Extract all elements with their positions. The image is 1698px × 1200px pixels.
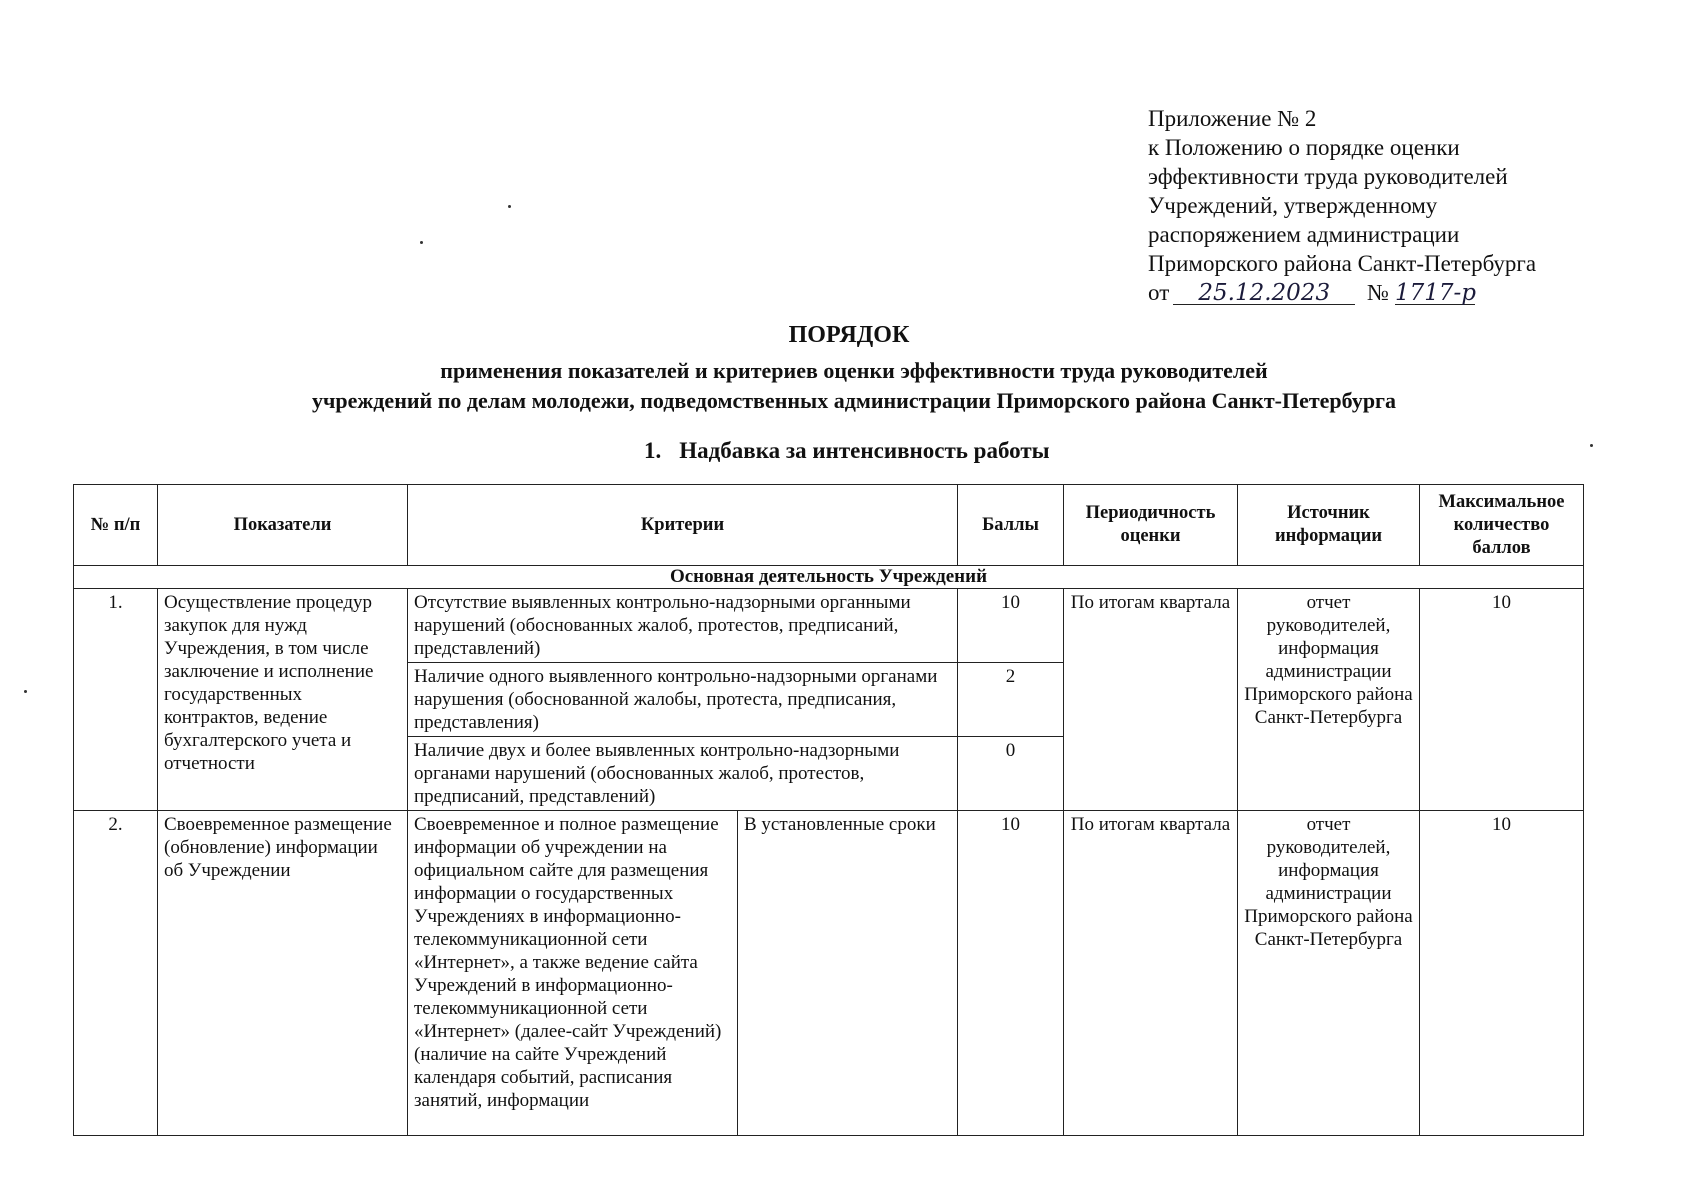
scan-speck <box>420 241 423 244</box>
appendix-line: эффективности труда руководителей <box>1148 164 1508 189</box>
appendix-block <box>1148 104 1588 307</box>
table-header-row <box>74 485 1584 566</box>
appendix-line: Учреждений, утвержденному <box>1148 193 1438 218</box>
date-prefix: от <box>1148 280 1170 305</box>
criteria-table <box>73 484 1584 1136</box>
document-title: ПОРЯДОК <box>788 322 910 348</box>
scan-speck <box>508 205 511 208</box>
periodicity-cell: По итогам квартала <box>1064 811 1238 1136</box>
points-cell: 10 <box>958 589 1064 663</box>
scan-speck <box>1590 444 1593 447</box>
appendix-line: Приложение № 2 <box>1148 106 1317 131</box>
header-points: Баллы <box>958 485 1064 566</box>
row-number: 1. <box>74 589 158 811</box>
handwritten-number: 1717-р <box>1394 280 1476 306</box>
periodicity-cell: По итогам квартала <box>1064 589 1238 811</box>
header-num: № п/п <box>74 485 158 566</box>
appendix-line: Приморского района Санкт-Петербурга <box>1148 251 1537 276</box>
points-cell: 0 <box>958 737 1064 811</box>
header-indicators: Показатели <box>158 485 408 566</box>
max-points-cell: 10 <box>1420 811 1584 1136</box>
document-subtitle: применения показателей и критериев оценки эффективности труда руководителей <box>440 358 1268 383</box>
scan-speck <box>24 690 27 693</box>
criterion-cell: Отсутствие выявленных контрольно-надзорными органными нарушений (обоснованных жалоб, протестов, предписаний, представлений) <box>408 589 958 663</box>
header-periodicity: Периодичность оценки <box>1064 485 1238 566</box>
number-prefix: № <box>1367 280 1389 305</box>
indicator-cell: Осуществление процедур закупок для нужд Учреждения, в том числе заключение и исполнение государственных контрактов, ведение бухгалтерского учета и отчетности <box>158 589 408 811</box>
appendix-line: к Положению о порядке оценки <box>1148 135 1460 160</box>
points-cell: 10 <box>958 811 1064 1136</box>
source-cell: отчет руководителей, информация администрации Приморского района Санкт-Петербурга <box>1238 589 1420 811</box>
criterion-cell: Своевременное и полное размещение информации об учреждении на официальном сайте для размещения информации о государственных Учреждениях в информационно-телекоммуникационной сети «Интернет», а также ведение сайта Учреждений в информационно-телекоммуникационной сети «Интернет» (далее-сайт Учреждений) (наличие на сайте Учреждений календаря событий, расписания занятий, информации <box>408 811 738 1136</box>
source-cell: отчет руководителей, информация администрации Приморского района Санкт-Петербурга <box>1238 811 1420 1136</box>
appendix-line: распоряжением администрации <box>1148 222 1460 247</box>
section-heading <box>644 438 1050 464</box>
criterion-cell: Наличие одного выявленного контрольно-надзорными органами нарушения (обоснованной жалобы, протеста, предписания, представления) <box>408 663 958 737</box>
section-number: 1. <box>644 438 662 463</box>
section-title: Надбавка за интенсивность работы <box>679 438 1050 463</box>
header-source: Источник информации <box>1238 485 1420 566</box>
group-row <box>74 566 1584 589</box>
term-cell: В установленные сроки <box>738 811 958 1136</box>
row-number: 2. <box>74 811 158 1136</box>
points-cell: 2 <box>958 663 1064 737</box>
indicator-cell: Своевременное размещение (обновление) информации об Учреждении <box>158 811 408 1136</box>
table-row <box>74 589 1584 663</box>
criterion-cell: Наличие двух и более выявленных контрольно-надзорными органами нарушений (обоснованных жалоб, протестов, предписаний, представлений) <box>408 737 958 811</box>
header-max: Максимальное количество баллов <box>1420 485 1584 566</box>
handwritten-date: 25.12.2023 <box>1173 282 1355 305</box>
table-row <box>74 811 1584 1136</box>
appendix-date-line <box>1148 278 1588 307</box>
group-title: Основная деятельность Учреждений <box>74 566 1584 589</box>
document-subtitle: учреждений по делам молодежи, подведомственных администрации Приморского района Санкт-Петербурга <box>311 388 1397 413</box>
max-points-cell: 10 <box>1420 589 1584 811</box>
header-criteria: Критерии <box>408 485 958 566</box>
